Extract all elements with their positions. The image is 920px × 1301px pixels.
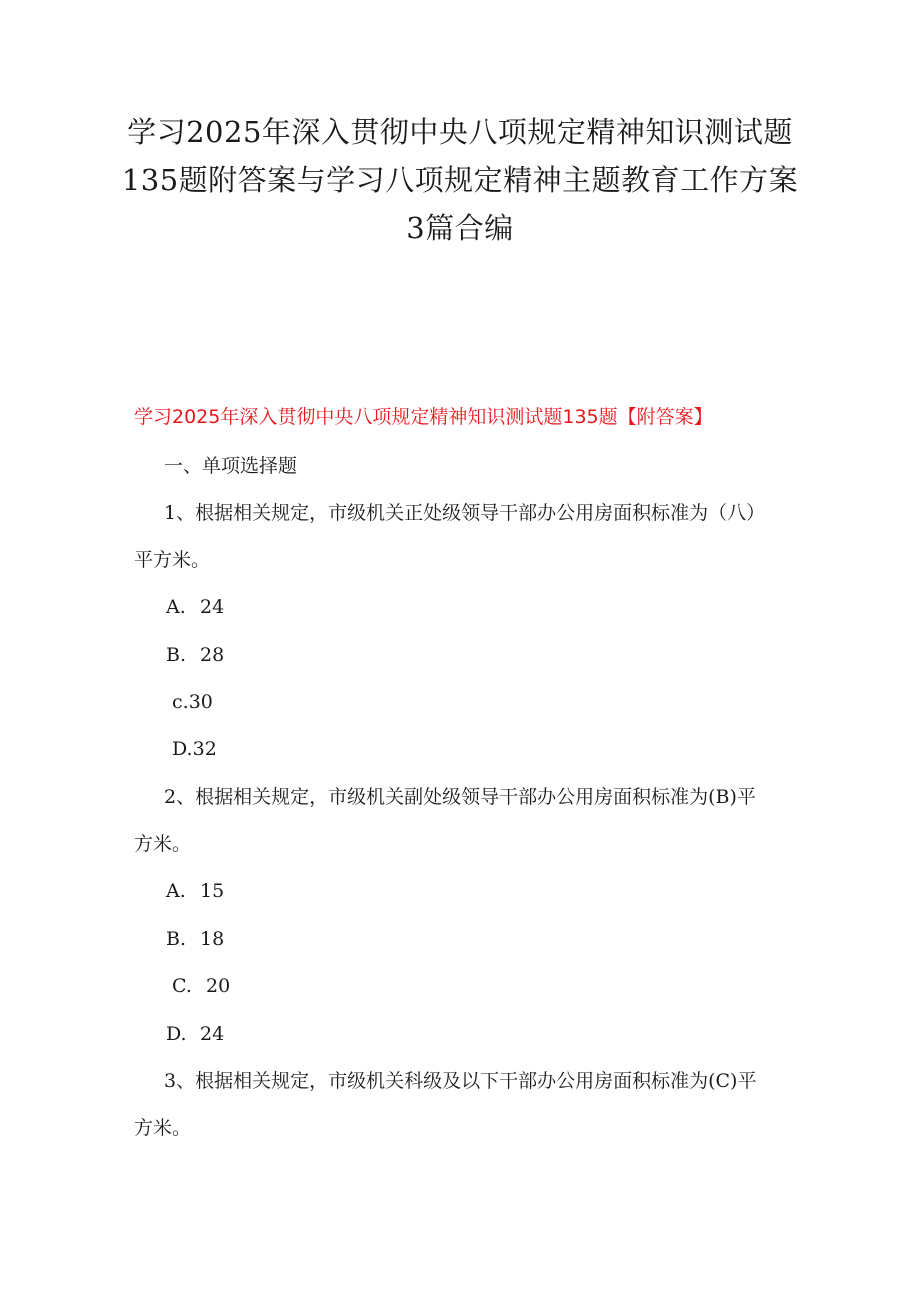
question-1-option-d	[172, 735, 217, 763]
question-1-option-b	[166, 641, 224, 669]
question-1-text-line1: 1、根据相关规定，市级机关正处级领导干部办公用房面积标准为（八）	[164, 502, 766, 524]
question-1-text-line2: 平方米。	[134, 549, 211, 571]
option-letter: C.	[172, 975, 192, 997]
option-value: 24	[200, 1023, 225, 1045]
option-letter: D.	[172, 738, 193, 760]
question-1-option-a	[166, 593, 224, 621]
option-letter: A.	[166, 880, 186, 902]
title-line-2: 135题附答案与学习八项规定精神主题教育工作方案	[121, 163, 799, 197]
option-value: 15	[200, 880, 225, 902]
part-label: 一、单项选择题	[164, 455, 298, 477]
option-letter: B.	[166, 928, 187, 950]
section-heading: 学习2025年深入贯彻中央八项规定精神知识测试题135题【附答案】	[134, 406, 713, 428]
question-2-option-d	[166, 1020, 224, 1048]
question-2-text-line1: 2、根据相关规定，市级机关副处级领导干部办公用房面积标准为(B)平	[164, 786, 756, 808]
question-2-text-line2: 方米。	[134, 833, 192, 855]
option-letter: c.	[172, 691, 189, 713]
option-value: 24	[200, 596, 225, 618]
question-2-option-c	[172, 972, 230, 1000]
option-letter: A.	[166, 596, 186, 618]
question-2-option-b	[166, 925, 224, 953]
question-3-text-line1: 3、根据相关规定，市级机关科级及以下干部办公用房面积标准为(C)平	[164, 1070, 757, 1092]
document-title	[120, 108, 800, 252]
option-letter: B.	[166, 644, 187, 666]
title-line-3: 3篇合编	[406, 211, 514, 245]
question-2-option-a	[166, 877, 224, 905]
question-1-option-c	[172, 688, 213, 716]
option-letter: D.	[166, 1023, 187, 1045]
option-value: 32	[192, 738, 217, 760]
option-value: 18	[200, 928, 225, 950]
option-value: 20	[206, 975, 231, 997]
title-line-1: 学习2025年深入贯彻中央八项规定精神知识测试题	[127, 115, 793, 149]
question-3-text-line2: 方米。	[134, 1117, 192, 1139]
option-value: 28	[200, 644, 225, 666]
option-value: 30	[188, 691, 213, 713]
